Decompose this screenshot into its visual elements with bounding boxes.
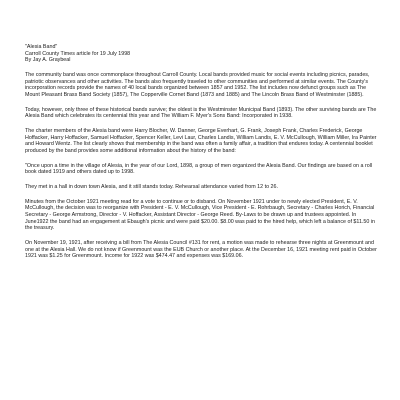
paragraph: "Once upon a time in the village of Alesia, in the year of our Lord, 1898, a group of men organized the Alesia Band. Our findings are based on a roll book dated 1919 and others dated up to 1998. bbox=[25, 162, 373, 176]
paragraph: The community band was once commonplace throughout Carroll County. Local bands provided music for social events including picnics, parades, patriotic observances and other activities. The bands also frequently traveled to other communities and performed at similar events. The County's incorporation records provide the names of 40 local bands organized between 1857 and 1952. The list includes now defunct groups such as The Mount Pleasant Brass Band Society (1857), The Copperville Cornet Band (1873 and 1885) and The Lincoln Brass Band of Westminster (1885). bbox=[25, 72, 370, 98]
article-body bbox=[25, 44, 377, 268]
paragraph: Minutes from the October 1921 meeting read for a vote to continue or to disband. On November 1921 under to newly elected President, E. V. McCullough, the decision was to reorganize with President - E. V. McCullough, Vice President - E. Rohrbaugh, Secretary - Charles Horich, Financial Secretary - George Armstrong, Director - V. Hoffacker, Assistant Director - George Reed. By-Laws to be drawn up and trustees appointed. In June1922 the band had an engagement at Ebaugh's picnic and were paid $20.00. $8.00 was paid to the hired help, which left a balance of $11.50 in the treasury. bbox=[25, 198, 376, 232]
paragraph: Today, however, only three of these historical bands survive; the oldest is the Westminster Municipal Band (1893). The other surviving bands are The Alesia Band which celebrates its centennial this year and The William F. Myer's Sons Band: Incorporated in 1938. bbox=[25, 106, 377, 120]
paragraph: They met in a hall in down town Alesia, and it still stands today. Rehearsal attendance varied from 12 to 26. bbox=[25, 184, 278, 191]
paragraph: The charter members of the Alesia band were Harry Blocher, W. Danner, George Everhart, G. Frank, Joseph Frank, Charles Frederick, George Hoffacker, Harry Hoffacker, Samuel Hoffacker, Spencer Keller, Levi Laur, Charles Landis, William Landis, E. V. McCullough, William Miller, Ira Painter and Howard Wentz. The list clearly shows that membership in the band was often a family affair, a tradition that endures today. A centennial booklet produced by the band provides some additional information about the history of the band: bbox=[25, 128, 377, 154]
article-heading bbox=[25, 44, 377, 64]
article-byline: By Jay A. Graybeal bbox=[25, 57, 71, 64]
article-source: Carroll County Times article for 19 July 1998 bbox=[25, 50, 131, 57]
paragraph: On November 19, 1921, after receiving a bill from The Alesia Council #131 for rent, a motion was made to rehearse three nights at Greenmount and one at the Alesia Hall. We do not know if Greenmount was the EUB Church or another place. At the December 16, 1921 meeting rent paid in October 1921 was $1.25 for Greenmount. Income for 1922 was $474.47 and expenses was $169.06. bbox=[25, 239, 377, 260]
article-title: "Alesia Band" bbox=[25, 44, 58, 50]
